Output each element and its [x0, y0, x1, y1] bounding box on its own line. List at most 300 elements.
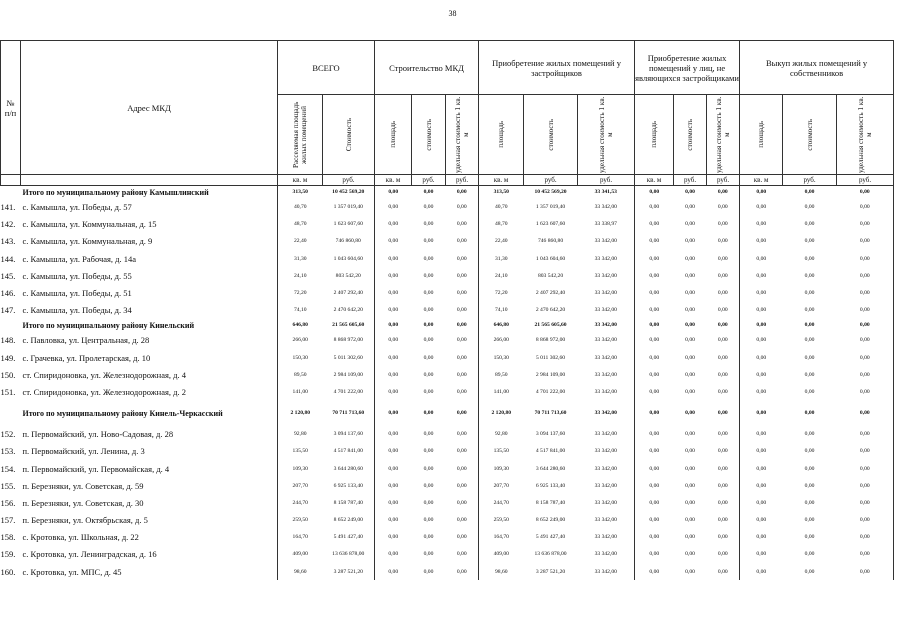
cell-value: 0,00: [756, 204, 767, 211]
cell-value: 0,00: [685, 204, 695, 211]
units-blank: [1, 175, 21, 186]
cell-value: 74,10: [494, 307, 508, 314]
cell-value: 0,00: [446, 512, 479, 529]
table-row: [1, 250, 894, 267]
row-number: 152.: [0, 429, 16, 440]
cell-value: 0,00: [756, 482, 767, 489]
cell-value: 4 517 841,00: [535, 448, 566, 455]
header-sub-label: площадь: [757, 121, 766, 148]
cell-value: 70 711 713,60: [534, 410, 567, 417]
cell-value: 0,00: [649, 551, 660, 558]
cell-value: 0,00: [804, 568, 815, 575]
row-number: 145.: [0, 270, 16, 281]
cell-value: 0,00: [388, 322, 399, 329]
table-row: [1, 512, 894, 529]
cell-value: 0,00: [674, 186, 707, 199]
cell-value: 0,00: [423, 204, 434, 211]
cell-value: 0,00: [446, 332, 479, 349]
cell-value: 0,00: [685, 517, 695, 524]
cell-value: 0,00: [707, 186, 740, 199]
cell-value: 48,70: [494, 221, 508, 228]
cell-value: 0,00: [837, 512, 894, 529]
cell-value: 2 407 292,40: [535, 290, 566, 297]
cell-value: 3 287 521,20: [535, 568, 566, 575]
cell-value: 0,00: [707, 477, 740, 494]
cell-value: 0,00: [388, 431, 399, 438]
cell-value: 0,00: [423, 388, 434, 395]
cell-value: 0,00: [685, 534, 695, 541]
cell-value: 2 984 109,00: [323, 366, 375, 383]
cell-value: 10 452 569,20: [323, 186, 375, 199]
cell-value: 0,00: [412, 186, 446, 199]
row-number: 155.: [0, 480, 16, 491]
cell-value: 0,00: [804, 307, 815, 314]
cell-value: 0,00: [649, 517, 660, 524]
cell-value: 0,00: [635, 186, 674, 199]
row-number: [1, 319, 21, 332]
cell-value: 0,00: [837, 250, 894, 267]
cell-value: 244,70: [493, 499, 509, 506]
cell-value: 0,00: [423, 371, 434, 378]
cell-value: 1 043 604,60: [323, 250, 375, 267]
cell-value: 0,00: [804, 465, 815, 472]
header-sub-label: Стоимость: [344, 117, 353, 152]
row-address: ст. Спиридоновка, ул. Железнодорожная, д. 4: [21, 366, 278, 383]
cell-value: 0,00: [837, 199, 894, 216]
cell-value: 0,00: [423, 272, 434, 279]
cell-value: 0,00: [649, 568, 660, 575]
row-number: 147.: [0, 305, 16, 316]
row-number: 151.: [0, 386, 16, 397]
cell-value: 24,10: [293, 272, 307, 279]
cell-value: 0,00: [837, 186, 894, 199]
cell-value: 0,00: [685, 221, 695, 228]
cell-value: 0,00: [685, 337, 695, 344]
cell-value: 0,00: [423, 290, 434, 297]
header-sub-4: [446, 95, 479, 175]
cell-value: 0,00: [446, 460, 479, 477]
cell-value: 0,00: [446, 199, 479, 216]
units-blank: [21, 175, 278, 186]
row-address: п. Березняки, ул. Октябрьская, д. 5: [21, 512, 278, 529]
header-sub-10: [707, 95, 740, 175]
header-sub-label: стоимость: [686, 118, 695, 151]
cell-value: 0,00: [837, 401, 894, 426]
cell-value: 0,00: [388, 238, 399, 245]
cell-value: 0,00: [756, 238, 767, 245]
cell-value: 13 636 878,00: [534, 551, 567, 558]
cell-value: 0,00: [756, 410, 767, 417]
cell-value: 0,00: [756, 534, 767, 541]
cell-value: 259,50: [493, 517, 509, 524]
cell-value: 33 342,00: [578, 319, 635, 332]
cell-value: 0,00: [837, 349, 894, 366]
cell-value: 0,00: [837, 233, 894, 250]
row-number: [1, 401, 21, 426]
cell-value: 0,00: [804, 272, 815, 279]
cell-value: 0,00: [446, 546, 479, 563]
cell-value: 646,80: [493, 322, 509, 329]
table-row: [1, 477, 894, 494]
unit-label: кв. м: [479, 175, 524, 186]
cell-value: 207,70: [493, 482, 509, 489]
cell-value: 3 094 137,60: [535, 431, 566, 438]
cell-value: 6 925 133,40: [535, 482, 566, 489]
cell-value: 33 342,00: [578, 267, 635, 284]
cell-value: 1 623 607,60: [323, 216, 375, 233]
header-sub-3: [412, 95, 446, 175]
table-row: [1, 366, 894, 383]
header-sub-1: [323, 95, 375, 175]
cell-value: 0,00: [837, 494, 894, 511]
cell-value: 0,00: [707, 284, 740, 301]
cell-value: 0,00: [649, 255, 660, 262]
cell-value: 0,00: [388, 448, 399, 455]
cell-value: 31,30: [293, 255, 307, 262]
cell-value: 0,00: [446, 302, 479, 319]
cell-value: 0,00: [837, 267, 894, 284]
cell-value: 0,00: [707, 460, 740, 477]
cell-value: 0,00: [837, 319, 894, 332]
cell-value: 0,00: [423, 465, 434, 472]
table-row: [1, 383, 894, 400]
table-row: [1, 460, 894, 477]
header-sub-label: площадь: [389, 121, 397, 148]
header-sub-label: удельная стоимость 1 кв. м: [715, 96, 732, 173]
row-address: ст. Спиридоновка, ул. Железнодорожная, д. 2: [21, 383, 278, 400]
cell-value: 1 623 607,60: [535, 221, 566, 228]
cell-value: 0,00: [756, 322, 767, 329]
header-group-total: ВСЕГО: [278, 41, 375, 95]
cell-value: 0,00: [707, 199, 740, 216]
cell-value: 0,00: [685, 290, 695, 297]
cell-value: 33 342,00: [578, 302, 635, 319]
cell-value: 0,00: [756, 290, 767, 297]
cell-value: 0,00: [685, 272, 695, 279]
cell-value: 21 565 605,60: [534, 322, 567, 329]
row-number: [1, 186, 21, 199]
cell-value: 0,00: [423, 551, 434, 558]
row-address: с. Кротовка, ул. МПС, д. 45: [21, 563, 278, 580]
cell-value: 0,00: [685, 371, 695, 378]
total-row: [1, 319, 894, 332]
cell-value: 0,00: [388, 371, 399, 378]
cell-value: 0,00: [756, 307, 767, 314]
cell-value: 0,00: [756, 499, 767, 506]
cell-value: 0,00: [756, 255, 767, 262]
unit-label: руб.: [783, 175, 837, 186]
cell-value: 0,00: [649, 204, 660, 211]
row-address: с. Кротовка, ул. Школьная, д. 22: [21, 529, 278, 546]
cell-value: 74,10: [293, 307, 307, 314]
cell-value: 0,00: [707, 512, 740, 529]
header-sub-2: [375, 95, 412, 175]
cell-value: 0,00: [649, 388, 660, 395]
unit-label: кв. м: [278, 175, 323, 186]
cell-value: 2 120,80: [290, 410, 311, 417]
cell-value: 0,00: [804, 534, 815, 541]
table-row: [1, 546, 894, 563]
cell-value: 33 342,00: [578, 332, 635, 349]
cell-value: 33 342,00: [578, 546, 635, 563]
cell-value: 48,70: [293, 221, 307, 228]
cell-value: 0,00: [423, 517, 434, 524]
header-group-buyout: Выкуп жилых помещений у собственников: [740, 41, 894, 95]
header-sub-7: [578, 95, 635, 175]
cell-value: 0,00: [649, 307, 660, 314]
cell-value: 0,00: [423, 534, 434, 541]
cell-value: 0,00: [388, 465, 399, 472]
cell-value: 0,00: [804, 238, 815, 245]
header-sub-12: [783, 95, 837, 175]
cell-value: 0,00: [804, 255, 815, 262]
cell-value: 0,00: [388, 388, 399, 395]
cell-value: 0,00: [446, 250, 479, 267]
cell-value: 0,00: [649, 465, 660, 472]
cell-value: 0,00: [388, 551, 399, 558]
table-row: [1, 216, 894, 233]
cell-value: 0,00: [837, 460, 894, 477]
row-number: 156.: [0, 497, 16, 508]
cell-value: 0,00: [837, 366, 894, 383]
cell-value: 0,00: [707, 349, 740, 366]
table-row: [1, 349, 894, 366]
cell-value: 0,00: [707, 233, 740, 250]
cell-value: 0,00: [837, 529, 894, 546]
cell-value: 8 868 972,00: [535, 337, 566, 344]
header-sub-label: удельная стоимость 1 кв. м: [598, 96, 615, 173]
cell-value: 0,00: [837, 443, 894, 460]
row-address: с. Камышла, ул. Коммунальная, д. 9: [21, 233, 278, 250]
cell-value: 0,00: [446, 349, 479, 366]
unit-label: руб.: [524, 175, 578, 186]
cell-value: 0,00: [388, 482, 399, 489]
row-number: 141.: [0, 202, 16, 213]
cell-value: 3 644 280,60: [535, 465, 566, 472]
cell-value: 33 342,00: [578, 250, 635, 267]
cell-value: 0,00: [685, 255, 695, 262]
cell-value: 0,00: [707, 546, 740, 563]
cell-value: 0,00: [388, 568, 399, 575]
cell-value: 0,00: [756, 465, 767, 472]
row-address: с. Камышла, ул. Коммунальная, д. 15: [21, 216, 278, 233]
row-number: 150.: [0, 369, 16, 380]
cell-value: 0,00: [756, 388, 767, 395]
header-address: Адрес МКД: [21, 41, 278, 175]
cell-value: 0,00: [446, 529, 479, 546]
cell-value: 409,00: [493, 551, 509, 558]
table-row: [1, 443, 894, 460]
cell-value: 0,00: [837, 284, 894, 301]
cell-value: 2 470 642,20: [323, 302, 375, 319]
cell-value: 8 868 972,00: [323, 332, 375, 349]
cell-value: 0,00: [837, 302, 894, 319]
cell-value: 33 341,53: [578, 186, 635, 199]
unit-label: руб.: [412, 175, 446, 186]
cell-value: 33 342,00: [578, 494, 635, 511]
cell-value: 0,00: [446, 233, 479, 250]
cell-value: 0,00: [446, 426, 479, 443]
cell-value: 0,00: [423, 322, 434, 329]
cell-value: 5 491 427,40: [535, 534, 566, 541]
table-row: [1, 302, 894, 319]
cell-value: 0,00: [388, 272, 399, 279]
unit-label: руб.: [837, 175, 894, 186]
cell-value: 0,00: [707, 319, 740, 332]
cell-value: 0,00: [423, 255, 434, 262]
cell-value: 0,00: [685, 431, 695, 438]
cell-value: 0,00: [837, 563, 894, 580]
cell-value: 1 357 019,40: [323, 199, 375, 216]
header-sub-0: [278, 95, 323, 175]
cell-value: 266,00: [292, 337, 308, 344]
cell-value: 0,00: [423, 499, 434, 506]
cell-value: 0,00: [756, 431, 767, 438]
row-number: 149.: [0, 352, 16, 363]
cell-value: 0,00: [756, 517, 767, 524]
header-sub-6: [524, 95, 578, 175]
cell-value: 33 342,00: [578, 349, 635, 366]
cell-value: 0,00: [837, 477, 894, 494]
unit-label: руб.: [578, 175, 635, 186]
cell-value: 10 452 569,20: [524, 186, 578, 199]
cell-value: 0,00: [804, 322, 815, 329]
cell-value: 0,00: [707, 302, 740, 319]
cell-value: 2 470 642,20: [535, 307, 566, 314]
cell-value: 0,00: [685, 465, 695, 472]
cell-value: 0,00: [423, 482, 434, 489]
cell-value: 0,00: [837, 426, 894, 443]
cell-value: 0,00: [685, 551, 695, 558]
cell-value: 0,00: [837, 383, 894, 400]
cell-value: 0,00: [756, 371, 767, 378]
cell-value: 5 491 427,40: [323, 529, 375, 546]
cell-value: 164,70: [493, 534, 509, 541]
row-address: с. Камышла, ул. Рабочая, д. 14а: [21, 250, 278, 267]
cell-value: 0,00: [446, 383, 479, 400]
cell-value: 109,30: [493, 465, 509, 472]
cell-value: 0,00: [649, 272, 660, 279]
header-group-developers: Приобретение жилых помещений у застройщиков: [479, 41, 635, 95]
resettlement-table: [0, 40, 894, 580]
cell-value: 0,00: [388, 290, 399, 297]
cell-value: 259,50: [292, 517, 308, 524]
cell-value: 0,00: [740, 186, 783, 199]
district-total-label: Итого по муниципальному району Кинель-Черкасский: [21, 401, 278, 426]
cell-value: 0,00: [649, 238, 660, 245]
row-address: с. Камышла, ул. Победы, д. 57: [21, 199, 278, 216]
cell-value: 135,50: [493, 448, 509, 455]
cell-value: 646,80: [292, 322, 308, 329]
row-number: 146.: [0, 288, 16, 299]
cell-value: 5 011 302,60: [323, 349, 375, 366]
cell-value: 0,00: [388, 517, 399, 524]
row-number: 144.: [0, 253, 16, 264]
header-sub-5: [479, 95, 524, 175]
cell-value: 0,00: [804, 290, 815, 297]
cell-value: 0,00: [756, 354, 767, 361]
cell-value: 0,00: [707, 529, 740, 546]
cell-value: 803 542,20: [537, 272, 564, 279]
cell-value: 0,00: [423, 221, 434, 228]
cell-value: 0,00: [685, 238, 695, 245]
cell-value: 0,00: [375, 186, 412, 199]
cell-value: 746 860,80: [323, 233, 375, 250]
cell-value: 0,00: [388, 307, 399, 314]
cell-value: 0,00: [756, 551, 767, 558]
cell-value: 244,70: [292, 499, 308, 506]
cell-value: 2 407 292,40: [323, 284, 375, 301]
row-address: п. Первомайский, ул. Ленина, д. 3: [21, 443, 278, 460]
cell-value: 0,00: [649, 371, 660, 378]
row-address: п. Первомайский, ул. Ново-Садовая, д. 28: [21, 426, 278, 443]
cell-value: 33 342,00: [578, 366, 635, 383]
cell-value: 0,00: [804, 482, 815, 489]
unit-label: руб.: [446, 175, 479, 186]
cell-value: 8 652 249,00: [535, 517, 566, 524]
table-row: [1, 563, 894, 580]
cell-value: 0,00: [685, 499, 695, 506]
row-number: 160.: [0, 566, 16, 577]
cell-value: 109,30: [292, 465, 308, 472]
cell-value: 40,70: [494, 204, 508, 211]
cell-value: 92,80: [494, 431, 508, 438]
table-row: [1, 267, 894, 284]
table-row: [1, 494, 894, 511]
table-row: [1, 199, 894, 216]
cell-value: 0,00: [649, 448, 660, 455]
cell-value: 89,50: [293, 371, 307, 378]
cell-value: 0,00: [804, 517, 815, 524]
header-sub-label: площадь: [650, 121, 659, 148]
cell-value: 33 342,00: [578, 426, 635, 443]
cell-value: 0,00: [649, 410, 660, 417]
row-address: с. Павловка, ул. Центральная, д. 28: [21, 332, 278, 349]
cell-value: 0,00: [804, 354, 815, 361]
row-address: с. Камышла, ул. Победы, д. 34: [21, 302, 278, 319]
cell-value: 0,00: [804, 431, 815, 438]
cell-value: 207,70: [292, 482, 308, 489]
cell-value: 409,00: [292, 551, 308, 558]
header-sub-13: [837, 95, 894, 175]
cell-value: 0,00: [707, 401, 740, 426]
cell-value: 0,00: [388, 221, 399, 228]
unit-label: руб.: [674, 175, 707, 186]
cell-value: 0,00: [649, 354, 660, 361]
cell-value: 0,00: [446, 477, 479, 494]
row-address: п. Березняки, ул. Советская, д. 59: [21, 477, 278, 494]
cell-value: 33 342,00: [578, 460, 635, 477]
cell-value: 0,00: [388, 410, 399, 417]
cell-value: 0,00: [804, 448, 815, 455]
page-number: 38: [448, 9, 457, 18]
cell-value: 0,00: [756, 221, 767, 228]
cell-value: 141,00: [493, 388, 509, 395]
unit-label: руб.: [323, 175, 375, 186]
cell-value: 0,00: [756, 568, 767, 575]
cell-value: 33 342,00: [578, 383, 635, 400]
cell-value: 0,00: [685, 410, 695, 417]
cell-value: 33 342,00: [578, 443, 635, 460]
cell-value: 0,00: [685, 354, 695, 361]
cell-value: 0,00: [707, 563, 740, 580]
cell-value: 0,00: [756, 337, 767, 344]
cell-value: 0,00: [804, 410, 815, 417]
row-address: п. Первомайский, ул. Первомайская, д. 4: [21, 460, 278, 477]
cell-value: 98,60: [494, 568, 508, 575]
cell-value: 33 342,00: [578, 233, 635, 250]
header-group-non-developers: Приобретение жилых помещений у лиц, не являющихся застройщиками: [635, 41, 740, 95]
